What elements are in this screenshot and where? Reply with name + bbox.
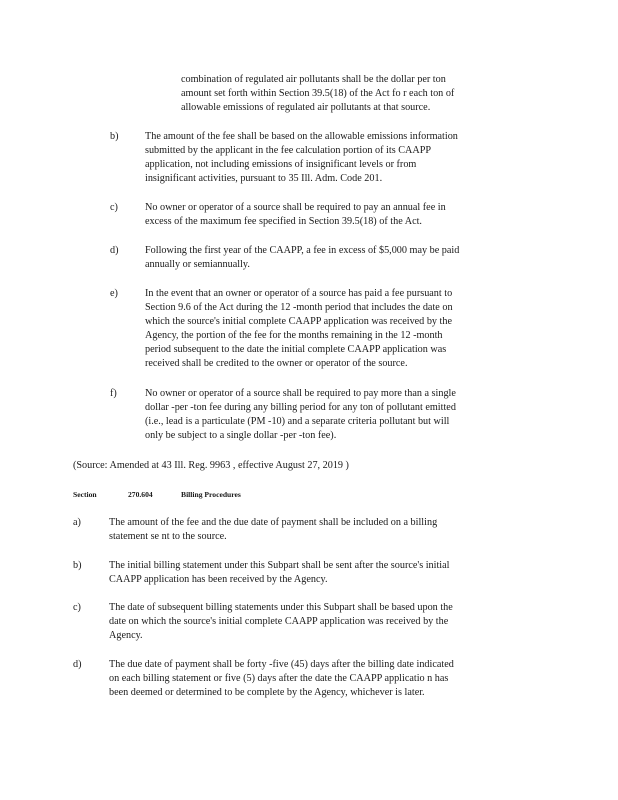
paragraph-line: excess of the maximum fee specified in Section 39.5(18) of the Act. bbox=[145, 216, 422, 227]
paragraph-line: allowable emissions of regulated air pollutants at that source. bbox=[181, 102, 431, 113]
paragraph-line: application, not including emissions of insignificant levels or from bbox=[145, 159, 417, 170]
paragraph-line: which the source's initial complete CAAPP application was received by the bbox=[145, 316, 453, 327]
section-word: Section bbox=[73, 490, 97, 499]
paragraph-line: submitted by the applicant in the fee calculation portion of its CAAPP bbox=[145, 145, 432, 156]
paragraph-line: annually or semiannually. bbox=[145, 259, 250, 270]
section-number: 270.604 bbox=[128, 490, 153, 499]
paragraph-line: The amount of the fee and the due date of payment shall be included on a billing bbox=[109, 517, 438, 528]
item-label: b) bbox=[110, 131, 119, 142]
item-label: b) bbox=[73, 560, 82, 571]
paragraph-line: period subsequent to the date the initial complete CAAPP application was bbox=[145, 344, 447, 355]
paragraph-line: received shall be credited to the owner or operator of the source. bbox=[145, 358, 408, 369]
item-label: d) bbox=[110, 245, 119, 256]
item-label: e) bbox=[110, 288, 118, 299]
paragraph-line: on each billing statement or five (5) days after the date the CAAPP applicatio n has bbox=[109, 673, 449, 684]
paragraph-line: only be subject to a single dollar -per -ton fee). bbox=[145, 430, 337, 441]
item-label: d) bbox=[73, 659, 82, 670]
paragraph-line: date on which the source's initial complete CAAPP application was received by the bbox=[109, 616, 449, 627]
source-note: (Source: Amended at 43 Ill. Reg. 9963 , effective August 27, 2019 ) bbox=[73, 460, 349, 471]
paragraph-line: The due date of payment shall be forty -five (45) days after the billing date indicated bbox=[109, 659, 454, 670]
paragraph-line: The initial billing statement under this Subpart shall be sent after the source's initial bbox=[109, 560, 450, 571]
paragraph-line: No owner or operator of a source shall be required to pay more than a single bbox=[145, 388, 456, 399]
paragraph-line: been deemed or determined to be complete by the Agency, whichever is later. bbox=[109, 687, 425, 698]
paragraph-line: No owner or operator of a source shall be required to pay an annual fee in bbox=[145, 202, 446, 213]
paragraph-line: Following the first year of the CAAPP, a fee in excess of $5,000 may be paid bbox=[145, 245, 460, 256]
paragraph-line: In the event that an owner or operator of a source has paid a fee pursuant to bbox=[145, 288, 453, 299]
paragraph-line: The amount of the fee shall be based on the allowable emissions information bbox=[145, 131, 458, 142]
paragraph-line: combination of regulated air pollutants shall be the dollar per ton bbox=[181, 74, 446, 85]
paragraph-line: insignificant activities, pursuant to 35 Ill. Adm. Code 201. bbox=[145, 173, 383, 184]
paragraph-line: Agency. bbox=[109, 630, 143, 641]
paragraph-line: Section 9.6 of the Act during the 12 -month period that includes the date on bbox=[145, 302, 453, 313]
paragraph-line: statement se nt to the source. bbox=[109, 531, 227, 542]
paragraph-line: dollar -per -ton fee during any billing period for any ton of pollutant emitted bbox=[145, 402, 456, 413]
item-label: c) bbox=[110, 202, 118, 213]
paragraph-line: The date of subsequent billing statements under this Subpart shall be based upon the bbox=[109, 602, 453, 613]
item-label: a) bbox=[73, 517, 81, 528]
paragraph-line: amount set forth within Section 39.5(18) of the Act fo r each ton of bbox=[181, 88, 455, 99]
section-title: Billing Procedures bbox=[181, 490, 241, 499]
paragraph-line: (i.e., lead is a particulate (PM -10) and a separate criteria pollutant but will bbox=[145, 416, 450, 427]
section-heading bbox=[73, 489, 273, 501]
item-label: c) bbox=[73, 602, 81, 613]
paragraph-line: CAAPP application has been received by the Agency. bbox=[109, 574, 328, 585]
item-label: f) bbox=[110, 388, 117, 399]
paragraph-line: Agency, the portion of the fee for the months remaining in the 12 -month bbox=[145, 330, 443, 341]
